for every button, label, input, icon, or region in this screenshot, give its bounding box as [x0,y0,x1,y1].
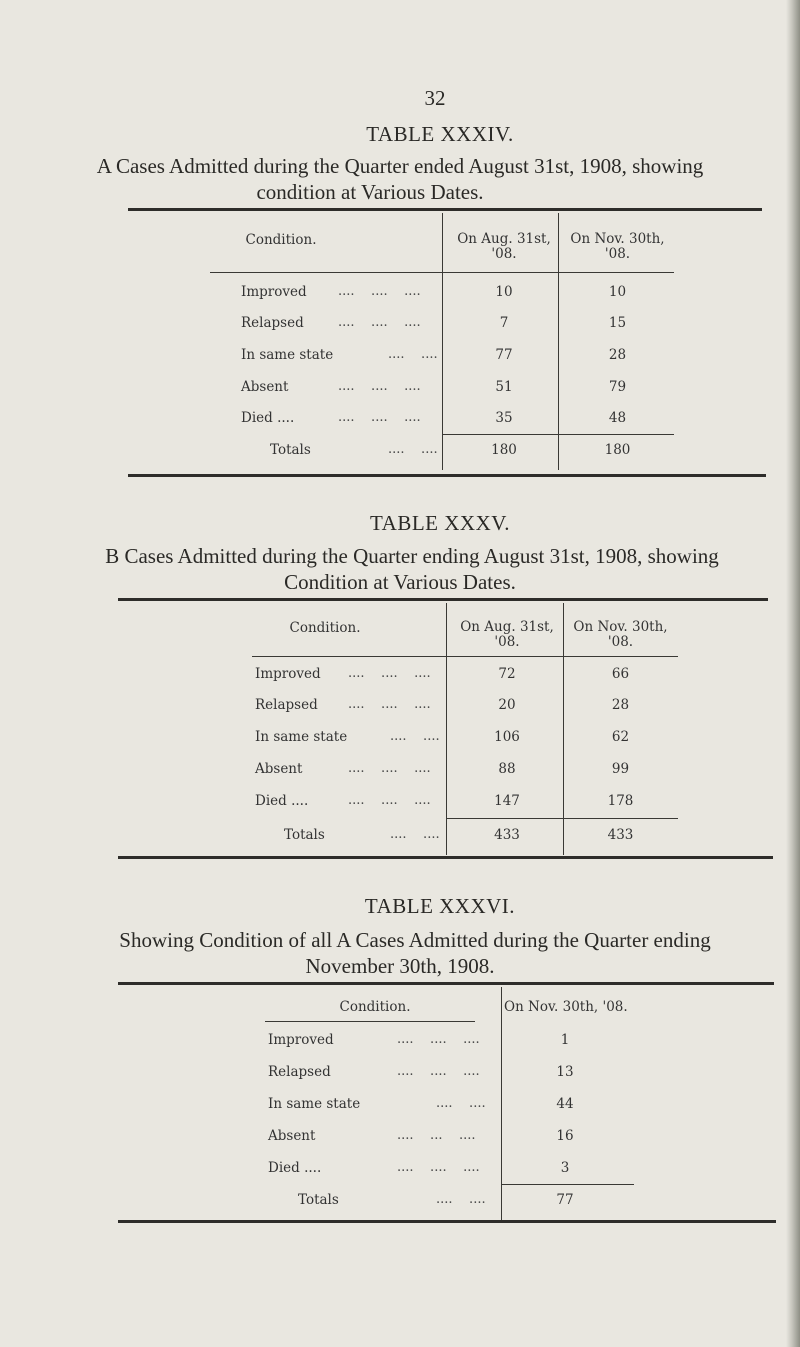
caption-line-2: Condition at Various Dates. [284,570,516,594]
leader-dots: .... .... .... [348,666,431,681]
table-34-total-cell: 180 [604,442,631,458]
table-35-cell: 72 [498,666,516,682]
table-35-totals-label: Totals [284,827,325,843]
table-35-total-cell: 433 [607,827,634,843]
table-35-title: TABLE XXXV. [370,511,510,535]
table-36-header-rule [265,1021,475,1022]
table-36-header-nov: On Nov. 30th, '08. [504,999,628,1015]
table-35-caption [90,543,800,595]
header-aug-line2: '08. [491,246,517,262]
table-35-bottom-rule [118,856,773,859]
table-35-cell: 62 [611,729,630,745]
table-34-bottom-rule [128,474,766,477]
table-36-cell: 16 [556,1128,574,1144]
leader-dots: .... .... .... [397,1160,480,1175]
leader-dots: .... .... [390,729,440,744]
leader-dots: .... .... [388,442,438,457]
table-36-totals-label: Totals [298,1192,339,1208]
table-34-cell: 48 [608,410,627,426]
table-34-cell: 10 [608,284,627,300]
table-35-cell: 99 [611,761,630,777]
header-nov-line2: '08. [607,634,634,650]
leader-dots: .... .... .... [338,315,421,330]
table-35-total-cell: 433 [494,827,520,843]
header-aug-line1: On Aug. 31st, [460,619,554,635]
leader-dots: .... .... .... [348,697,431,712]
table-34-cell: 7 [499,315,509,331]
table-36-cell: 3 [560,1160,570,1176]
table-35-header-aug [448,620,566,650]
table-34-totals-label: Totals [270,442,311,458]
table-36-cell: 13 [556,1064,574,1080]
table-35-row-label-same-state: In same state [255,729,348,745]
leader-dots: .... .... .... [338,410,421,425]
table-36-header-condition: Condition. [339,999,411,1015]
table-35-cell: 28 [611,697,630,713]
table-35-cell: 178 [607,793,634,809]
caption-line-1: Showing Condition of all A Cases Admitted during the Quarter ending [119,928,711,952]
leader-dots: .... .... .... [348,761,431,776]
leader-dots: .... .... .... [338,379,421,394]
table-36-caption [90,927,800,979]
table-34-col-divider-2 [558,213,559,470]
table-35-row-label-absent: Absent [255,761,303,777]
table-36-total-cell: 77 [556,1192,574,1208]
table-36-cell: 1 [560,1032,570,1048]
header-aug-line2: '08. [494,634,520,650]
table-36-cell: 44 [556,1096,574,1112]
table-34-cell: 35 [495,410,513,426]
table-35-row-label-improved: Improved [255,666,321,682]
leader-dots: .... .... [388,347,438,362]
table-34-row-label-relapsed: Relapsed [241,315,304,331]
table-34-totals-rule [442,434,674,435]
table-35-cell: 106 [494,729,520,745]
caption-line-1: B Cases Admitted during the Quarter ending August 31st, 1908, showing [105,544,719,568]
table-35-cell: 66 [611,666,630,682]
table-34-row-label-same-state: In same state [241,347,334,363]
table-34-cell: 10 [495,284,513,300]
table-34-cell: 15 [608,315,627,331]
table-35-cell: 88 [498,761,516,777]
table-35-header-nov [563,620,678,650]
table-34-header-rule [210,272,674,273]
header-aug-line1: On Aug. 31st, [457,231,551,247]
table-34-cell: 28 [608,347,627,363]
table-35-top-rule [118,598,768,601]
table-34-row-label-improved: Improved [241,284,307,300]
table-36-row-label-improved: Improved [268,1032,334,1048]
leader-dots: .... .... [436,1192,486,1207]
caption-line-2: November 30th, 1908. [305,954,495,978]
table-34-total-cell: 180 [491,442,517,458]
table-34-header-nov [560,232,675,262]
table-35-row-label-died: Died .... [255,793,309,809]
table-36-totals-rule [501,1184,634,1185]
table-35-cell: 20 [498,697,516,713]
header-nov-line1: On Nov. 30th, [573,619,668,635]
leader-dots: .... .... .... [348,793,431,808]
table-36-top-rule [118,982,774,985]
table-35-header-rule [252,656,678,657]
table-36-row-label-died: Died .... [268,1160,322,1176]
table-34-cell: 79 [608,379,627,395]
table-36-row-label-absent: Absent [268,1128,316,1144]
table-35-header-condition: Condition. [289,620,361,636]
header-nov-line1: On Nov. 30th, [570,231,665,247]
table-36-row-label-relapsed: Relapsed [268,1064,331,1080]
table-35-totals-rule [446,818,678,819]
table-34-header-aug [444,232,564,262]
leader-dots: .... ... .... [397,1128,476,1143]
table-34-top-rule [128,208,762,211]
header-nov-line2: '08. [604,246,631,262]
leader-dots: .... .... .... [397,1064,480,1079]
leader-dots: .... .... [436,1096,486,1111]
table-36-row-label-same-state: In same state [268,1096,361,1112]
table-34-cell: 51 [495,379,513,395]
page-number: 32 [424,86,446,110]
table-36-title: TABLE XXXVI. [364,894,516,918]
caption-line-1: A Cases Admitted during the Quarter ended August 31st, 1908, showing [96,154,704,178]
table-34-cell: 77 [495,347,513,363]
table-35-cell: 147 [494,793,520,809]
leader-dots: .... .... [390,827,440,842]
leader-dots: .... .... .... [338,284,421,299]
table-34-title: TABLE XXXIV. [366,122,514,146]
leader-dots: .... .... .... [397,1032,480,1047]
caption-line-2: condition at Various Dates. [256,180,484,204]
table-34-caption [90,153,800,205]
table-34-header-condition: Condition. [245,232,317,248]
table-34-row-label-died: Died .... [241,410,295,426]
table-35-row-label-relapsed: Relapsed [255,697,318,713]
table-34-col-divider-1 [442,213,443,470]
table-34-row-label-absent: Absent [241,379,289,395]
table-36-bottom-rule [118,1220,776,1223]
